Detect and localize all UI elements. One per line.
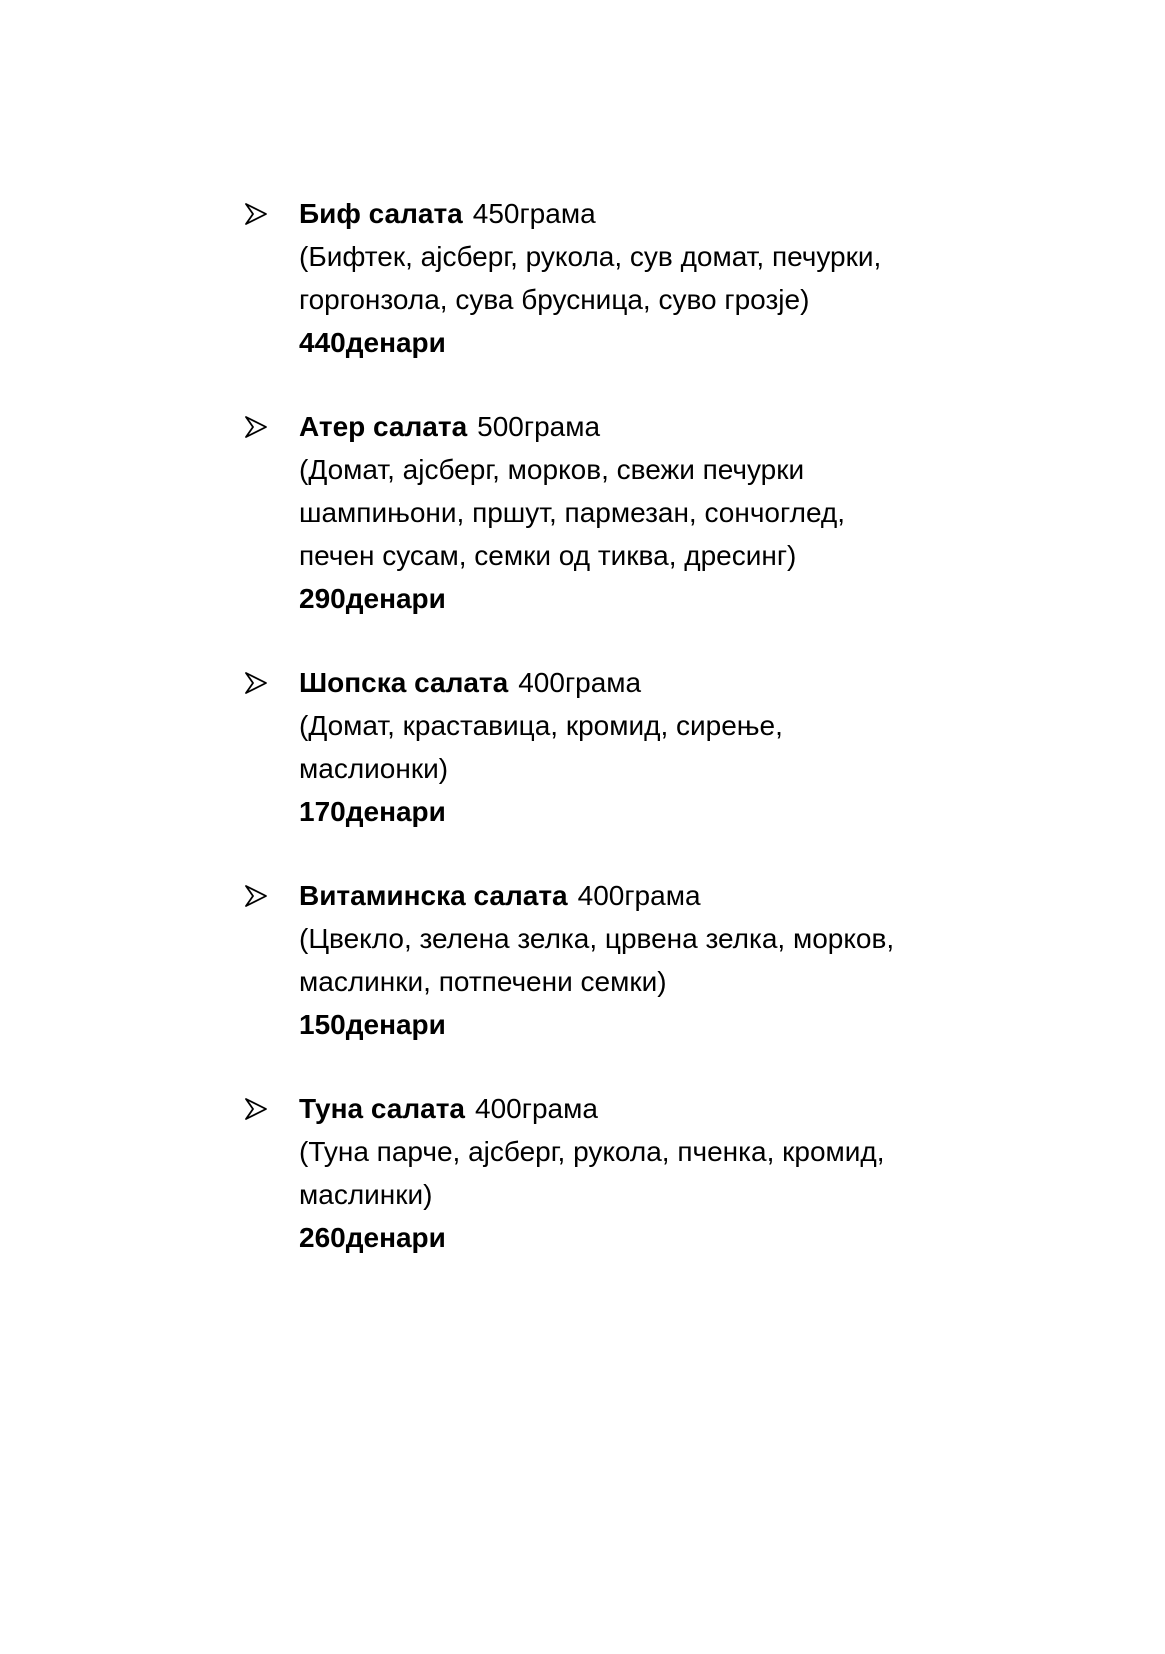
item-ingredients-line: горгонзола, сува брусница, суво грозје) (299, 284, 810, 315)
menu-item (245, 1087, 965, 1259)
item-ingredients-line: (Домат, ајсберг, морков, свежи печурки (299, 454, 805, 485)
item-price: 290денари (299, 583, 446, 614)
item-weight: 500грама (477, 411, 601, 442)
menu-item (245, 192, 965, 364)
item-ingredients-line: (Домат, краставица, кромид, сирење, (299, 710, 783, 741)
item-weight: 400грама (577, 880, 701, 911)
item-ingredients-line: (Цвекло, зелена зелка, црвена зелка, морков, (299, 923, 895, 954)
menu-item (245, 405, 965, 620)
arrowhead-bullet-icon (245, 885, 267, 907)
item-weight: 450грама (472, 198, 596, 229)
item-title-line (299, 192, 965, 235)
item-ingredients-line: печен сусам, семки од тиква, дресинг) (299, 540, 797, 571)
item-price: 170денари (299, 796, 446, 827)
salad-menu-list (245, 192, 965, 1300)
item-weight: 400грама (475, 1093, 598, 1124)
item-price: 260денари (299, 1222, 446, 1253)
arrowhead-bullet-icon (245, 416, 267, 438)
arrowhead-bullet-icon (245, 1098, 267, 1120)
item-title-line (299, 874, 965, 917)
item-price: 150денари (299, 1009, 446, 1040)
item-weight: 400грама (518, 667, 642, 698)
item-title-line (299, 1087, 965, 1130)
arrowhead-bullet-icon (245, 203, 267, 225)
arrowhead-bullet-icon (245, 672, 267, 694)
item-name: Туна салата (299, 1093, 466, 1124)
item-name: Атер салата (299, 411, 468, 442)
menu-item (245, 661, 965, 833)
item-price: 440денари (299, 327, 446, 358)
item-ingredients-line: маслионки) (299, 753, 449, 784)
item-title-line (299, 661, 965, 704)
item-ingredients-line: (Бифтек, ајсберг, рукола, сув домат, печурки, (299, 241, 882, 272)
item-name: Витаминска салата (299, 880, 568, 911)
item-name: Шопска салата (299, 667, 509, 698)
item-ingredients-line: (Туна парче, ајсберг, рукола, пченка, кромид, (299, 1136, 885, 1167)
item-title-line (299, 405, 965, 448)
item-ingredients-line: маслинки, потпечени семки) (299, 966, 667, 997)
item-name: Биф салата (299, 198, 463, 229)
item-ingredients-line: шампињони, пршут, пармезан, сончоглед, (299, 497, 846, 528)
menu-item (245, 874, 965, 1046)
item-ingredients-line: маслинки) (299, 1179, 433, 1210)
